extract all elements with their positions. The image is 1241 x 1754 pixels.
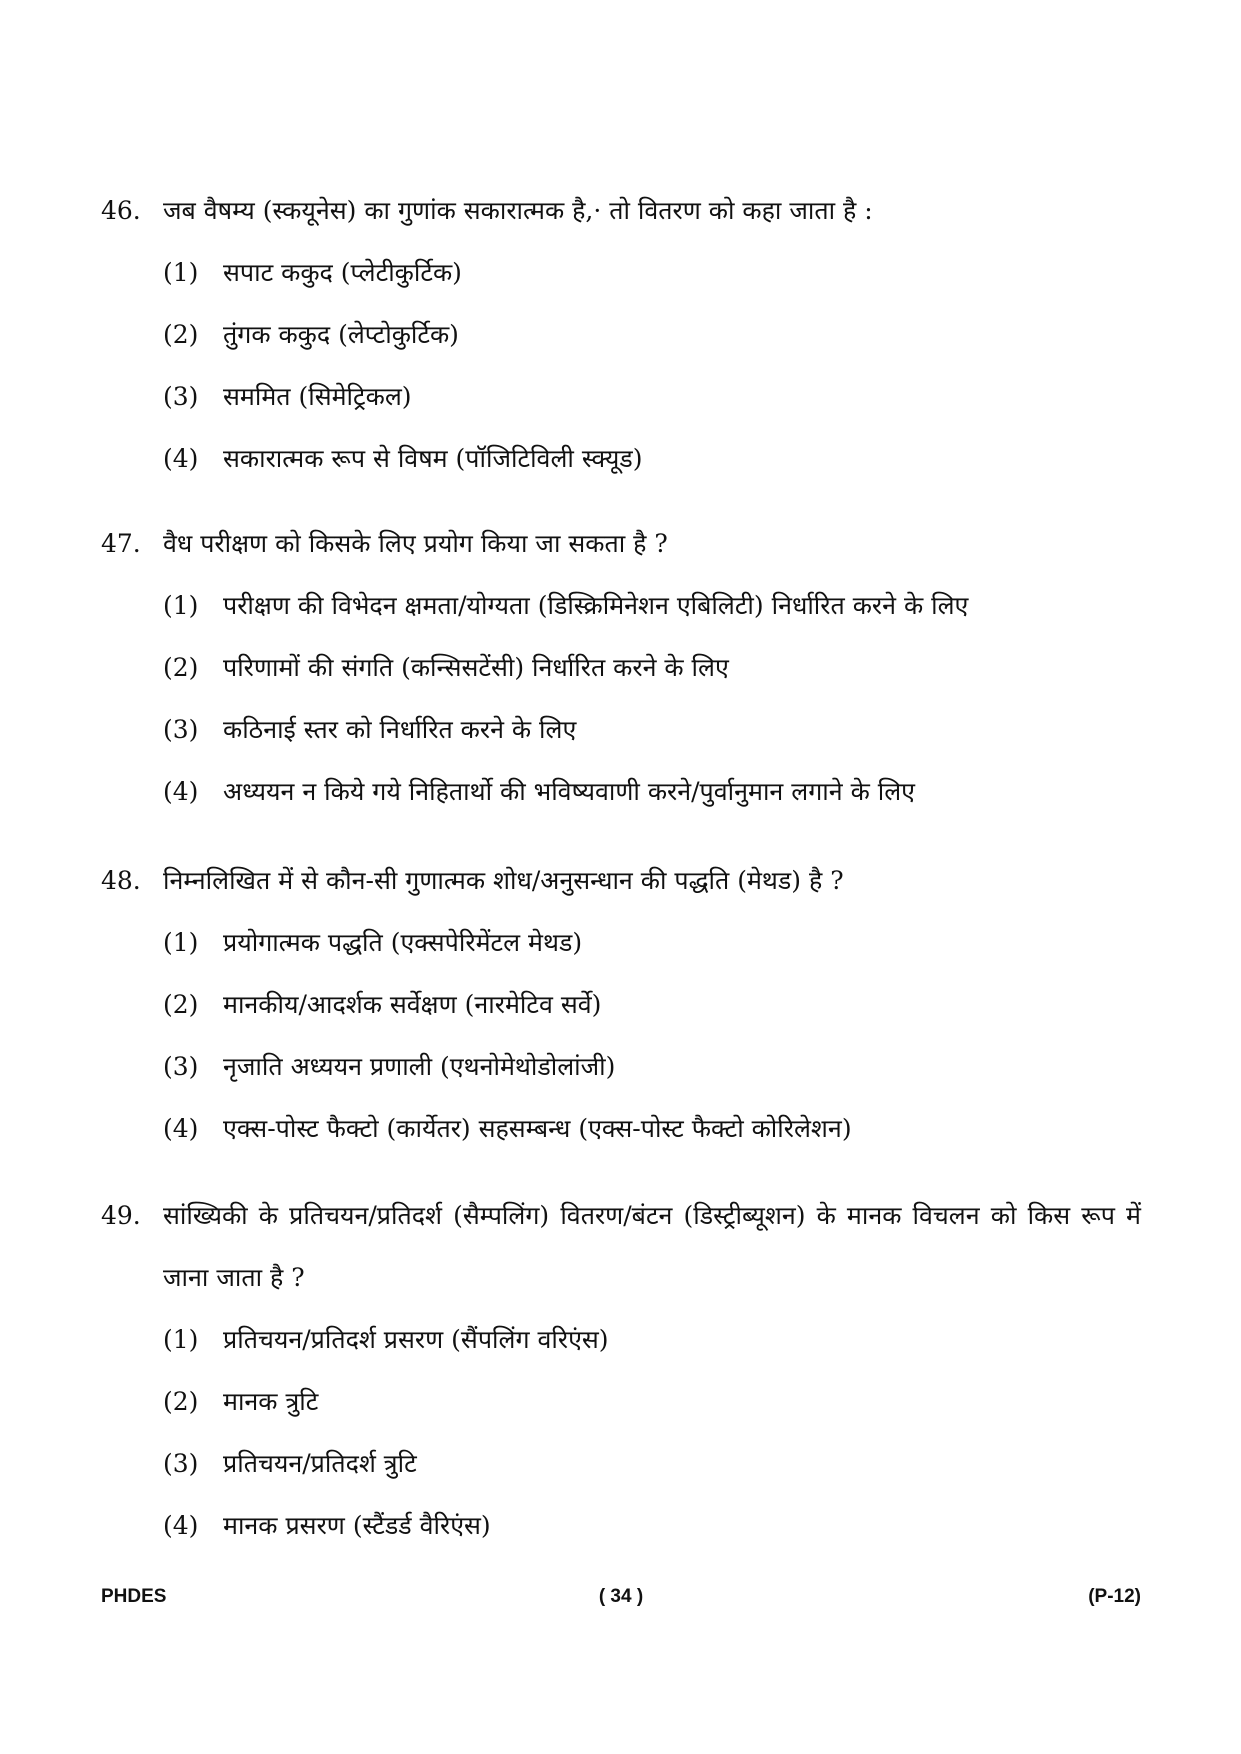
option-number: (2) — [163, 990, 199, 1019]
option-2 — [101, 974, 1141, 1036]
option-2 — [101, 304, 1141, 366]
option-3 — [101, 699, 1141, 761]
option-text: मानक प्रसरण (स्टैंडर्ड वैरिएंस) — [223, 1511, 491, 1540]
option-2 — [101, 1371, 1141, 1433]
option-2 — [101, 637, 1141, 699]
option-number: (3) — [163, 382, 199, 411]
option-1 — [101, 1309, 1141, 1371]
option-text: अध्ययन न किये गये निहितार्थो की भविष्यवाणी करने/पुर्वानुमान लगाने के लिए — [223, 777, 915, 806]
option-number: (3) — [163, 1449, 199, 1478]
option-number: (1) — [163, 1325, 199, 1354]
question-text: वैध परीक्षण को किसके लिए प्रयोग किया जा सकता है ? — [163, 529, 668, 558]
option-number: (4) — [163, 444, 199, 473]
question-49 — [101, 1185, 1141, 1557]
footer-paper-code: (P-12) — [1088, 1586, 1141, 1607]
option-1 — [101, 912, 1141, 974]
option-text: मानकीय/आदर्शक सर्वेक्षण (नारमेटिव सर्वे) — [223, 990, 602, 1019]
option-list — [101, 242, 1141, 490]
question-text: सांख्यिकी के प्रतिचयन/प्रतिदर्श (सैम्पलिंग) वितरण/बंटन (डिस्ट्रीब्यूशन) के मानक विचलन को किस रूप में जाना जाता है ? — [163, 1201, 1141, 1292]
question-stem — [101, 180, 1141, 242]
option-list — [101, 1309, 1141, 1557]
option-1 — [101, 242, 1141, 304]
option-number: (4) — [163, 1511, 199, 1540]
option-text: मानक त्रुटि — [223, 1387, 319, 1416]
option-text: परिणामों की संगति (कन्सिसटेंसी) निर्धारित करने के लिए — [223, 653, 729, 682]
option-number: (3) — [163, 715, 199, 744]
option-4 — [101, 428, 1141, 490]
option-4 — [101, 1098, 1141, 1160]
option-text: प्रतिचयन/प्रतिदर्श प्रसरण (सैंपलिंग वरिएंस) — [223, 1325, 609, 1354]
option-number: (4) — [163, 777, 199, 806]
question-number: 47. — [101, 529, 141, 558]
question-number: 48. — [101, 866, 141, 895]
question-text: जब वैषम्य (स्कयूनेस) का गुणांक सकारात्मक है,· तो वितरण को कहा जाता है : — [163, 196, 873, 225]
option-text: तुंगक ककुद (लेप्टोकुर्टिक) — [223, 320, 459, 349]
question-stem — [101, 1185, 1141, 1309]
page-footer — [101, 1586, 1141, 1616]
option-list — [101, 912, 1141, 1160]
question-number: 49. — [101, 1201, 141, 1230]
question-stem — [101, 850, 1141, 912]
option-text: नृजाति अध्ययन प्रणाली (एथनोमेथोडोलांजी) — [223, 1052, 616, 1081]
option-number: (1) — [163, 928, 199, 957]
option-1 — [101, 575, 1141, 637]
option-list — [101, 575, 1141, 823]
option-text: एक्स-पोस्ट फैक्टो (कार्येतर) सहसम्बन्ध (एक्स-पोस्ट फैक्टो कोरिलेशन) — [223, 1114, 852, 1143]
option-text: सपाट ककुद (प्लेटीकुर्टिक) — [223, 258, 462, 287]
option-text: कठिनाई स्तर को निर्धारित करने के लिए — [223, 715, 577, 744]
option-number: (3) — [163, 1052, 199, 1081]
question-47 — [101, 513, 1141, 823]
option-text: सममित (सिमेट्रिकल) — [223, 382, 412, 411]
option-text: प्रयोगात्मक पद्धति (एक्सपेरिमेंटल मेथड) — [223, 928, 583, 957]
option-3 — [101, 1433, 1141, 1495]
option-number: (1) — [163, 258, 199, 287]
option-text: सकारात्मक रूप से विषम (पॉजिटिविली स्क्यूड) — [223, 444, 643, 473]
option-4 — [101, 1495, 1141, 1557]
option-3 — [101, 1036, 1141, 1098]
option-number: (2) — [163, 320, 199, 349]
option-text: प्रतिचयन/प्रतिदर्श त्रुटि — [223, 1449, 417, 1478]
footer-page-number: ( 34 ) — [598, 1586, 644, 1607]
option-3 — [101, 366, 1141, 428]
question-48 — [101, 850, 1141, 1160]
question-stem — [101, 513, 1141, 575]
option-number: (2) — [163, 653, 199, 682]
option-number: (4) — [163, 1114, 199, 1143]
option-text: परीक्षण की विभेदन क्षमता/योग्यता (डिस्क्रिमिनेशन एबिलिटी) निर्धारित करने के लिए — [223, 591, 969, 620]
question-number: 46. — [101, 196, 141, 225]
option-number: (1) — [163, 591, 199, 620]
option-number: (2) — [163, 1387, 199, 1416]
question-text: निम्नलिखित में से कौन-सी गुणात्मक शोध/अनुसन्धान की पद्धति (मेथड) है ? — [163, 866, 844, 895]
question-46 — [101, 180, 1141, 490]
footer-exam-code: PHDES — [101, 1586, 167, 1607]
option-4 — [101, 761, 1141, 823]
